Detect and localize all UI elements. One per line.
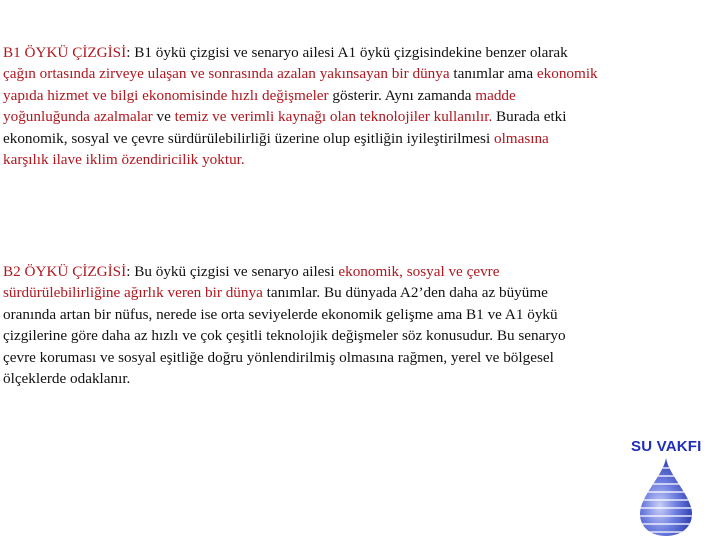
highlighted-text: çağın ortasında zirveye ulaşan ve sonrasında azalan yakınsayan bir dünya — [3, 65, 450, 83]
highlighted-text: yapıda hizmet ve bilgi ekonomisinde hızlı değişmeler — [3, 86, 329, 104]
su-vakfi-logo-text: SU VAKFI — [631, 438, 702, 455]
body-text: oranında artan bir nüfus, nerede ise orta seviyelerde ekonomik gelişme ama B1 ve A1 öykü — [3, 305, 558, 323]
b2-text-line — [3, 368, 715, 389]
b1-storyline-paragraph — [3, 42, 715, 170]
highlighted-text: B1 ÖYKÜ ÇİZGİSİ — [3, 44, 127, 61]
body-text: Burada etki — [492, 108, 567, 126]
body-text: ekonomik, sosyal ve çevre sürdürülebilirliği üzerine olup eşitliğin iyileştirilmesi — [3, 129, 494, 147]
highlighted-text: temiz ve verimli kaynağı olan teknolojiler kullanılır. — [174, 108, 493, 126]
b2-text-line — [3, 261, 715, 282]
water-drop-icon — [636, 456, 696, 538]
b1-text-line — [3, 149, 715, 170]
highlighted-text: ekonomik, sosyal ve çevre — [338, 263, 500, 280]
highlighted-text: yoğunluğunda azalmalar — [3, 108, 153, 126]
body-text: : B1 öykü çizgisi ve senaryo ailesi A1 öykü çizgisindekine benzer olarak — [126, 44, 568, 61]
b2-storyline-paragraph — [3, 261, 715, 389]
b1-text-line — [3, 42, 715, 63]
body-text: gösterir. Aynı zamanda — [328, 86, 476, 104]
body-text: çizgilerine göre daha az hızlı ve çok çeşitli teknolojik değişmeler söz konusudur. Bu senaryo — [3, 327, 566, 345]
highlighted-text: B2 ÖYKÜ ÇİZGİSİ — [3, 263, 127, 280]
b1-text-line — [3, 63, 715, 84]
b1-text-line — [3, 106, 715, 127]
b1-text-line — [3, 128, 715, 149]
body-text: tanımlar. Bu dünyada A2’den daha az büyüme — [262, 284, 548, 302]
highlighted-text: madde — [475, 86, 516, 104]
body-text: ölçeklerde odaklanır. — [3, 370, 131, 388]
b2-text-line — [3, 325, 715, 346]
body-text: tanımlar ama — [449, 65, 537, 83]
highlighted-text: ekonomik — [536, 65, 598, 83]
b2-text-line — [3, 347, 715, 368]
highlighted-text: sürdürülebilirliğine ağırlık veren bir dünya — [3, 284, 263, 302]
highlighted-text: olmasına — [493, 129, 549, 147]
b2-text-line — [3, 304, 715, 325]
highlighted-text: karşılık ilave iklim özendiricilik yoktur. — [3, 151, 245, 169]
body-text: çevre koruması ve sosyal eşitliğe doğru yönlendirilmiş olmasına rağmen, yerel ve bölgesel — [3, 348, 554, 366]
body-text: ve — [152, 108, 175, 126]
b1-text-line — [3, 85, 715, 106]
b2-text-line — [3, 282, 715, 303]
body-text: : Bu öykü çizgisi ve senaryo ailesi — [126, 263, 339, 280]
